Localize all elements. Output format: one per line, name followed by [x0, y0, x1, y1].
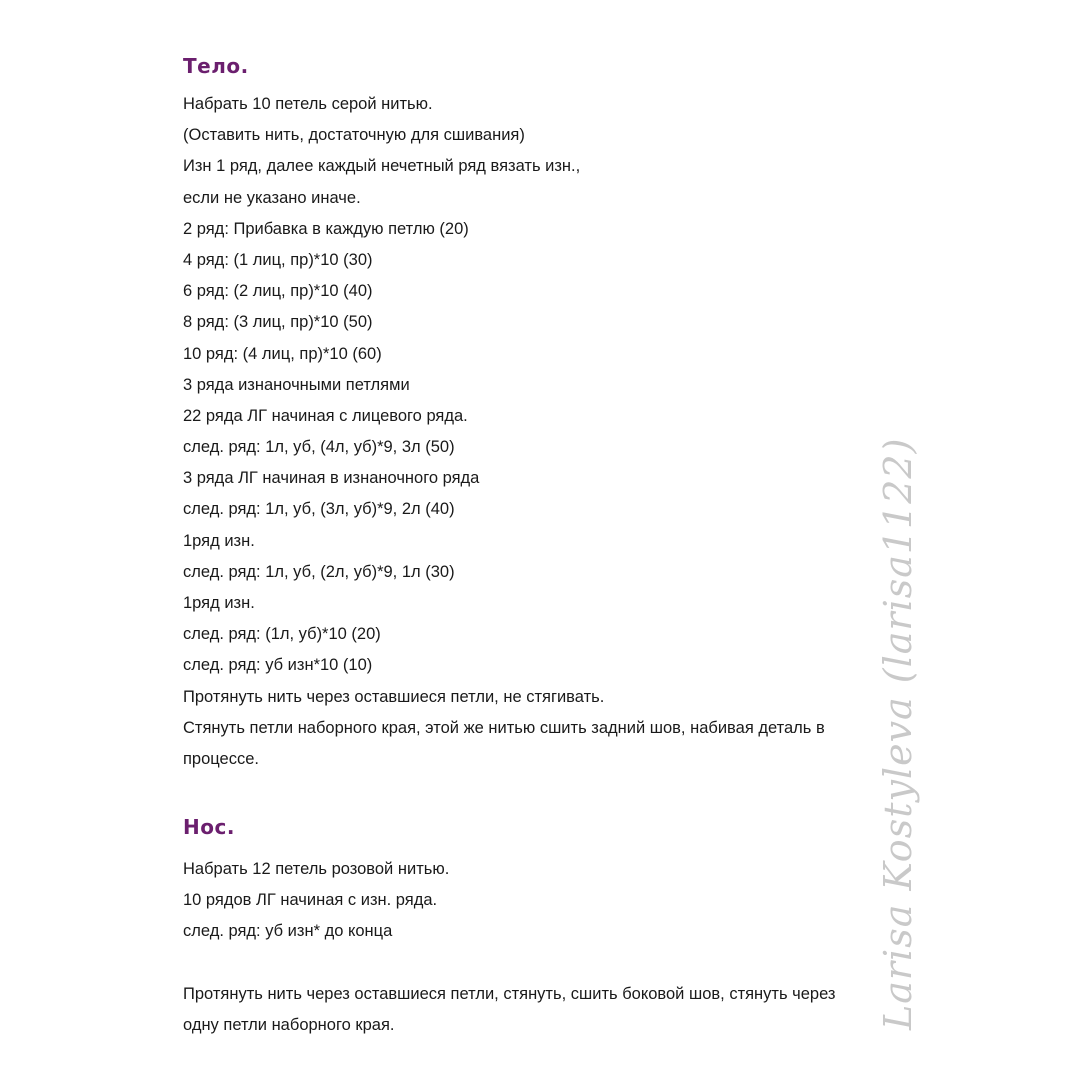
instruction-line: Набрать 12 петель розовой нитью.	[183, 860, 450, 878]
instruction-line: если не указано иначе.	[183, 188, 361, 207]
instruction-line: процессе.	[183, 749, 259, 768]
instruction-line: 1ряд изн.	[183, 594, 255, 612]
instruction-line: 2 ряд: Прибавка в каждую петлю (20)	[183, 219, 469, 238]
instruction-line: 3 ряда ЛГ начиная в изнаночного ряда	[183, 469, 480, 488]
blank-line	[183, 948, 835, 979]
instruction-line: Изн 1 ряд, далее каждый нечетный ряд вязать изн.,	[183, 157, 581, 176]
instruction-line: (Оставить нить, достаточную для сшивания)	[183, 126, 525, 145]
instruction-line: Протянуть нить через оставшиеся петли, не стягивать.	[183, 687, 605, 706]
instruction-line: 1ряд изн.	[183, 531, 255, 550]
body-section-title: Тело.	[183, 54, 249, 78]
instruction-line: 10 ряд: (4 лиц, пр)*10 (60)	[183, 344, 382, 363]
instruction-line: след. ряд: 1л, уб, (3л, уб)*9, 2л (40)	[183, 500, 455, 519]
instruction-line: след. ряд: уб изн* до конца	[183, 922, 393, 941]
instruction-line: одну петли наборного края.	[183, 1015, 395, 1034]
instruction-line: 6 ряд: (2 лиц, пр)*10 (40)	[183, 282, 373, 301]
nose-instructions	[183, 854, 835, 1041]
instruction-line: Протянуть нить через оставшиеся петли, стянуть, сшить боковой шов, стянуть через	[183, 984, 836, 1003]
instruction-line: 8 ряд: (3 лиц, пр)*10 (50)	[183, 313, 373, 332]
instruction-line: 10 рядов ЛГ начиная с изн. ряда.	[183, 891, 438, 910]
body-instructions	[183, 89, 825, 775]
instruction-line: 22 ряда ЛГ начиная с лицевого ряда.	[183, 406, 468, 425]
instruction-line: 4 ряд: (1 лиц, пр)*10 (30)	[183, 250, 373, 269]
instruction-line: след. ряд: 1л, уб, (4л, уб)*9, 3л (50)	[183, 438, 455, 457]
instruction-line: след. ряд: уб изн*10 (10)	[183, 656, 373, 675]
author-watermark: Larisa Kostyleva (larisa1122)	[876, 437, 920, 1030]
instruction-line: Стянуть петли наборного края, этой же нитью сшить задний шов, набивая деталь в	[183, 718, 825, 737]
nose-section-title: Нос.	[183, 815, 235, 839]
instruction-line: 3 ряда изнаночными петлями	[183, 375, 410, 394]
instruction-line: Набрать 10 петель серой нитью.	[183, 95, 433, 113]
instruction-line: след. ряд: 1л, уб, (2л, уб)*9, 1л (30)	[183, 562, 455, 581]
instruction-line: след. ряд: (1л, уб)*10 (20)	[183, 625, 381, 644]
